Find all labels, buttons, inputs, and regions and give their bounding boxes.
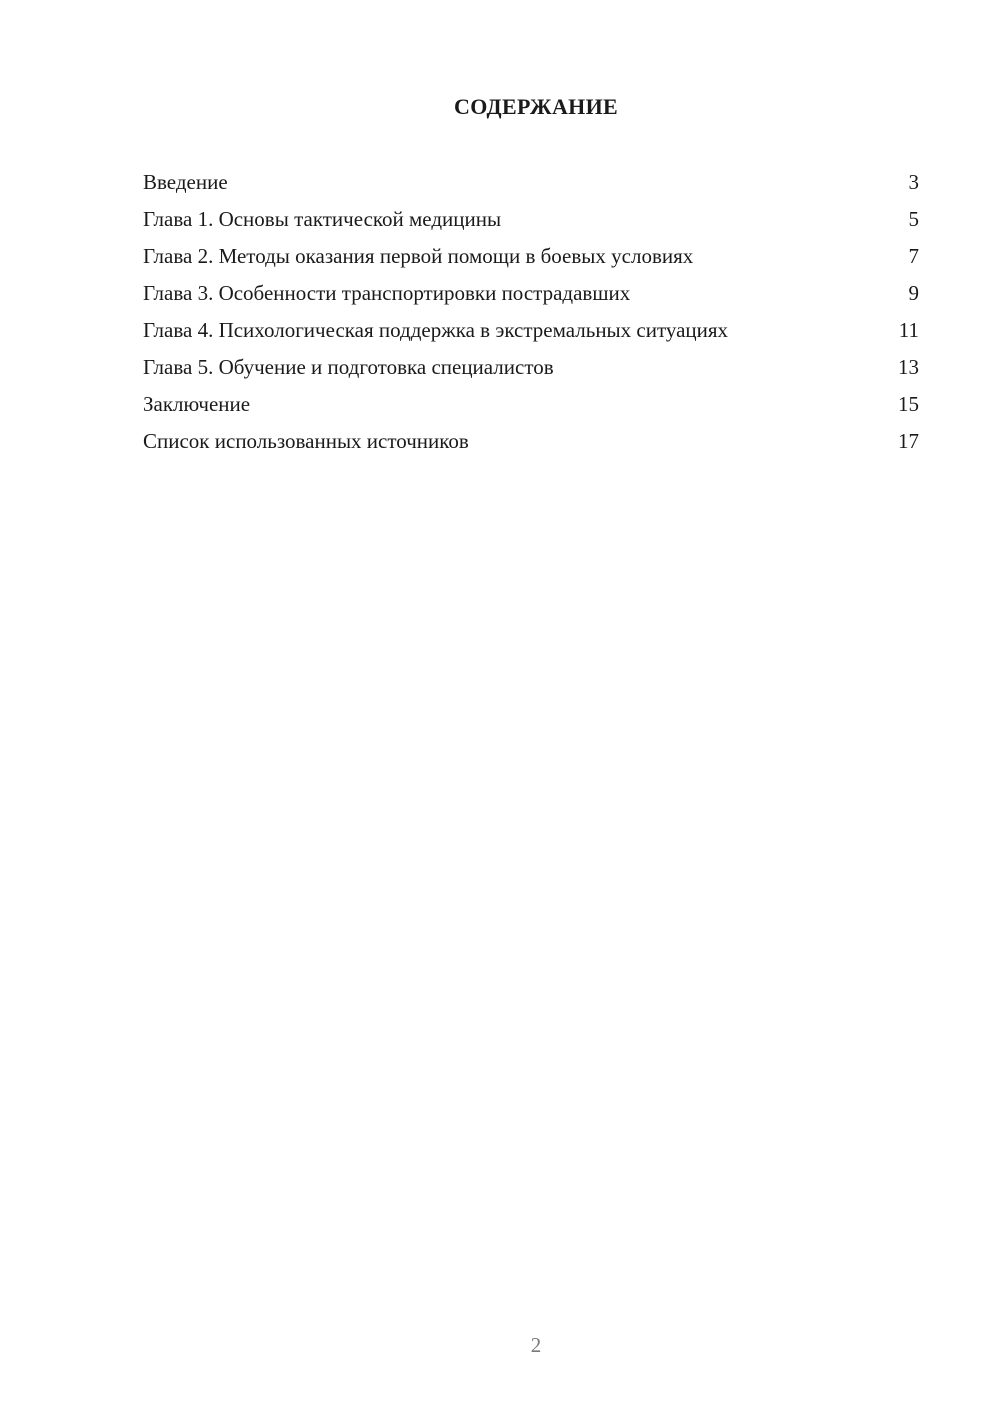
toc-entry-title: Глава 1. Основы тактической медицины bbox=[143, 207, 502, 231]
toc-entry-page: 17 bbox=[898, 429, 919, 453]
toc-entry-title: Глава 4. Психологическая поддержка в экстремальных ситуациях bbox=[143, 318, 729, 342]
toc-entry-title: Глава 5. Обучение и подготовка специалистов bbox=[143, 355, 554, 379]
toc-entry-page: 5 bbox=[908, 207, 919, 231]
toc-entry-page: 15 bbox=[898, 392, 919, 416]
toc-entry-page: 3 bbox=[908, 170, 919, 194]
toc-entry-title: Глава 2. Методы оказания первой помощи в боевых условиях bbox=[143, 244, 694, 268]
toc-entry-introduction bbox=[143, 170, 919, 194]
toc-entry-page: 7 bbox=[908, 244, 919, 268]
toc-entry-chapter-3 bbox=[143, 281, 919, 305]
toc-entry-chapter-5 bbox=[143, 355, 919, 379]
page-title: СОДЕРЖАНИЕ bbox=[454, 94, 618, 119]
page-number: 2 bbox=[530, 1333, 542, 1357]
toc-entry-conclusion bbox=[143, 392, 919, 416]
toc-entry-title: Введение bbox=[143, 170, 228, 194]
toc-entry-title: Список использованных источников bbox=[143, 429, 469, 453]
toc-entry-chapter-2 bbox=[143, 244, 919, 268]
toc-entry-references bbox=[143, 429, 919, 453]
toc-entry-page: 9 bbox=[908, 281, 919, 305]
toc-entry-title: Заключение bbox=[143, 392, 251, 416]
table-of-contents bbox=[143, 170, 919, 466]
toc-entry-chapter-4 bbox=[143, 318, 919, 342]
toc-entry-page: 13 bbox=[898, 355, 919, 379]
toc-entry-chapter-1 bbox=[143, 207, 919, 231]
toc-entry-title: Глава 3. Особенности транспортировки пострадавших bbox=[143, 281, 631, 305]
toc-entry-page: 11 bbox=[898, 318, 919, 342]
